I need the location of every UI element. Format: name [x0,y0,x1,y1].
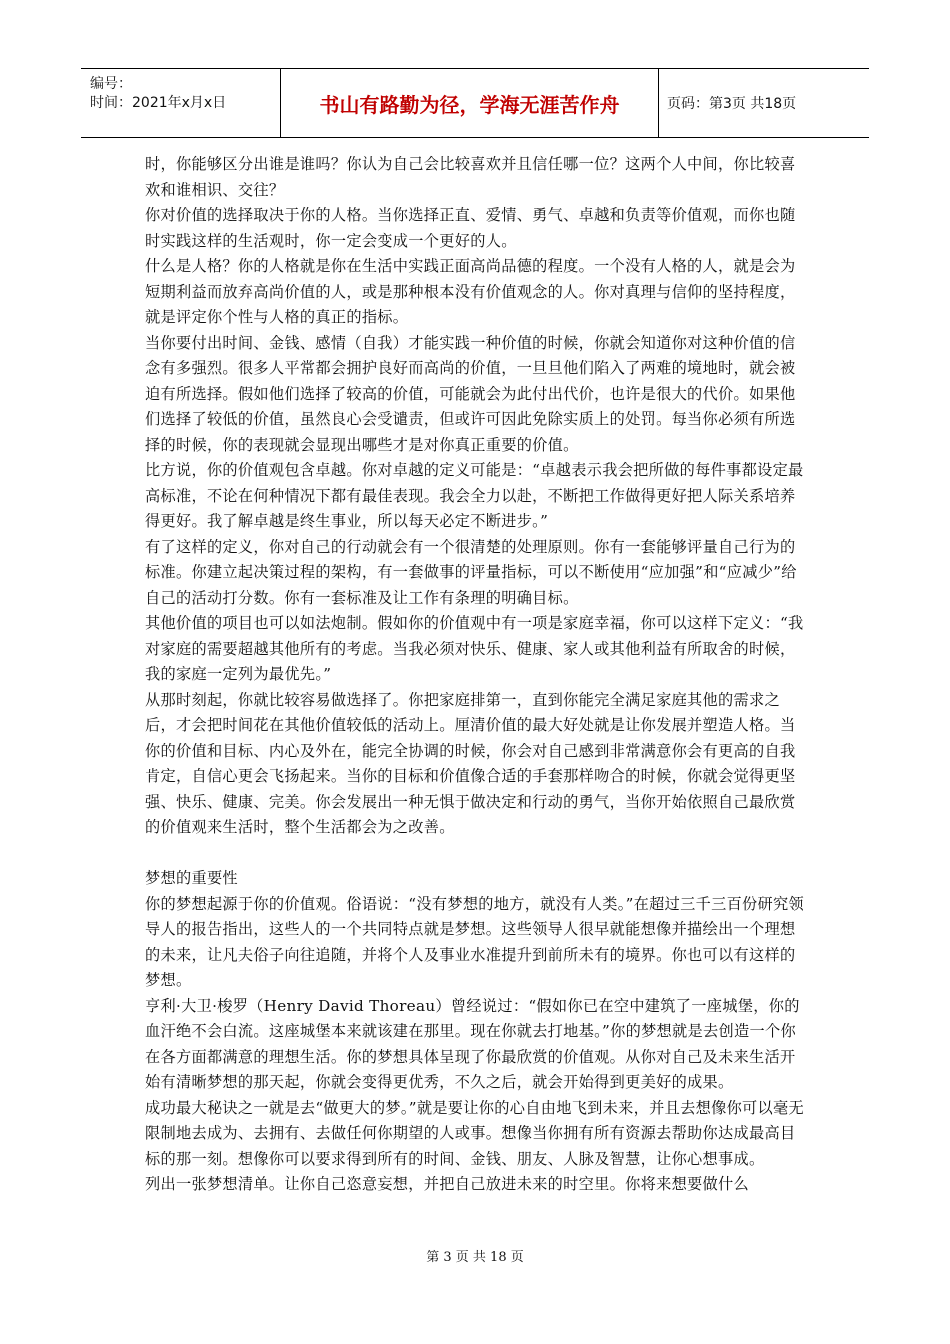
document-time-label: 时间：2021年x月x日 [90,95,227,111]
paragraph: 从那时刻起，你就比较容易做选择了。你把家庭排第一，直到你能完全满足家庭其他的需求之后，才会把时间花在其他价值较低的活动上。厘清价值的最大好处就是让你发展并塑造人格。当你的价值和目标、内心及外在，能完全协调的时候，你会对自己感到非常满意你会有更高的自我肯定，自信心更会飞扬起来。当你的目标和价值像合适的手套那样吻合的时候，你就会觉得更坚强、快乐、健康、完美。你会发展出一种无惧于做决定和行动的勇气，当你开始依照自己最欣赏的价值观来生活时，整个生活都会为之改善。 [145,690,796,836]
header-motto: 书山有路勤为径，学海无涯苦作舟 [281,69,659,137]
paragraph: 成功最大秘诀之一就是去“做更大的梦。”就是要让你的心自由地飞到未来，并且去想像你可以毫无限制地去成为、去拥有、去做任何你期望的人或事。想像当你拥有所有资源去帮助你达成最高目标的那一刻。想像你可以要求得到所有的时间、金钱、朋友、人脉及智慧，让你心想事成。 [145,1098,805,1168]
paragraph: 比方说，你的价值观包含卓越。你对卓越的定义可能是：“卓越表示我会把所做的每件事都设定最高标准，不论在何种情况下都有最佳表现。我会全力以赴，不断把工作做得更好把人际关系培养得更好。我了解卓越是终生事业，所以每天必定不断进步。” [145,461,804,530]
paragraph: 有了这样的定义，你对自己的行动就会有一个很清楚的处理原则。你有一套能够评量自己行为的标准。你建立起决策过程的架构，有一套做事的评量指标，可以不断使用“应加强”和“应减少”给自己的活动打分数。你有一套标准及让工作有条理的明确目标。 [145,537,797,607]
page-footer: 第 3 页 共 18 页 [426,1250,524,1265]
header-meta [81,69,281,137]
document-body [145,152,807,1198]
paragraph: 亨利·大卫·梭罗（Henry David Thoreau）曾经说过：“假如你已在空中建筑了一座城堡，你的血汗绝不会白流。这座城堡本来就该建在那里。现在你就去打地基。”你的梦想就是去创造一个你在各方面都满意的理想生活。你的梦想具体呈现了你最欣赏的价值观。从你对自己及未来生活开始有清晰梦想的那天起，你就会变得更优秀，不久之后，就会开始得到更美好的成果。 [145,996,800,1091]
paragraph: 你对价值的选择取决于你的人格。当你选择正直、爱情、勇气、卓越和负责等价值观，而你也随时实践这样的生活观时，你一定会变成一个更好的人。 [145,206,796,250]
paragraph: 你的梦想起源于你的价值观。俗语说：“没有梦想的地方，就没有人类。”在超过三千三百份研究领导人的报告指出，这些人的一个共同特点就是梦想。这些领导人很早就能想像并描绘出一个理想的未来，让凡夫俗子向往追随，并将个人及事业水准提升到前所未有的境界。你也可以有这样的梦想。 [145,894,805,989]
page-header [81,68,869,138]
section-title: 梦想的重要性 [145,869,238,887]
header-page-info: 页码：第3页 共18页 [667,96,797,112]
paragraph: 什么是人格？你的人格就是你在生活中实践正面高尚品德的程度。一个没有人格的人，就是会为短期利益而放弃高尚价值的人，或是那种根本没有价值观念的人。你对真理与信仰的坚持程度，就是评定你个性与人格的真正的指标。 [145,257,796,326]
paragraph: 列出一张梦想清单。让你自己恣意妄想，并把自己放进未来的时空里。你将来想要做什么 [145,1175,750,1193]
paragraph: 时，你能够区分出谁是谁吗？你认为自己会比较喜欢并且信任哪一位？这两个人中间，你比较喜欢和谁相识、交往？ [145,155,796,199]
paragraph: 其他价值的项目也可以如法炮制。假如你的价值观中有一项是家庭幸福，你可以这样下定义：“我对家庭的需要超越其他所有的考虑。当我必须对快乐、健康、家人或其他利益有所取舍的时候，我的家庭一定列为最优先。” [145,614,804,683]
document-number-label: 编号： [90,76,132,92]
paragraph: 当你要付出时间、金钱、感情（自我）才能实践一种价值的时候，你就会知道你对这种价值的信念有多强烈。很多人平常都会拥护良好而高尚的价值，一旦旦他们陷入了两难的境地时，就会被迫有所选择。假如他们选择了较高的价值，可能就会为此付出代价，也许是很大的代价。如果他们选择了较低的价值，虽然良心会受谴责，但或许可因此免除实质上的处罚。每当你必须有所选择的时候，你的表现就会显现出哪些才是对你真正重要的价值。 [145,333,796,454]
